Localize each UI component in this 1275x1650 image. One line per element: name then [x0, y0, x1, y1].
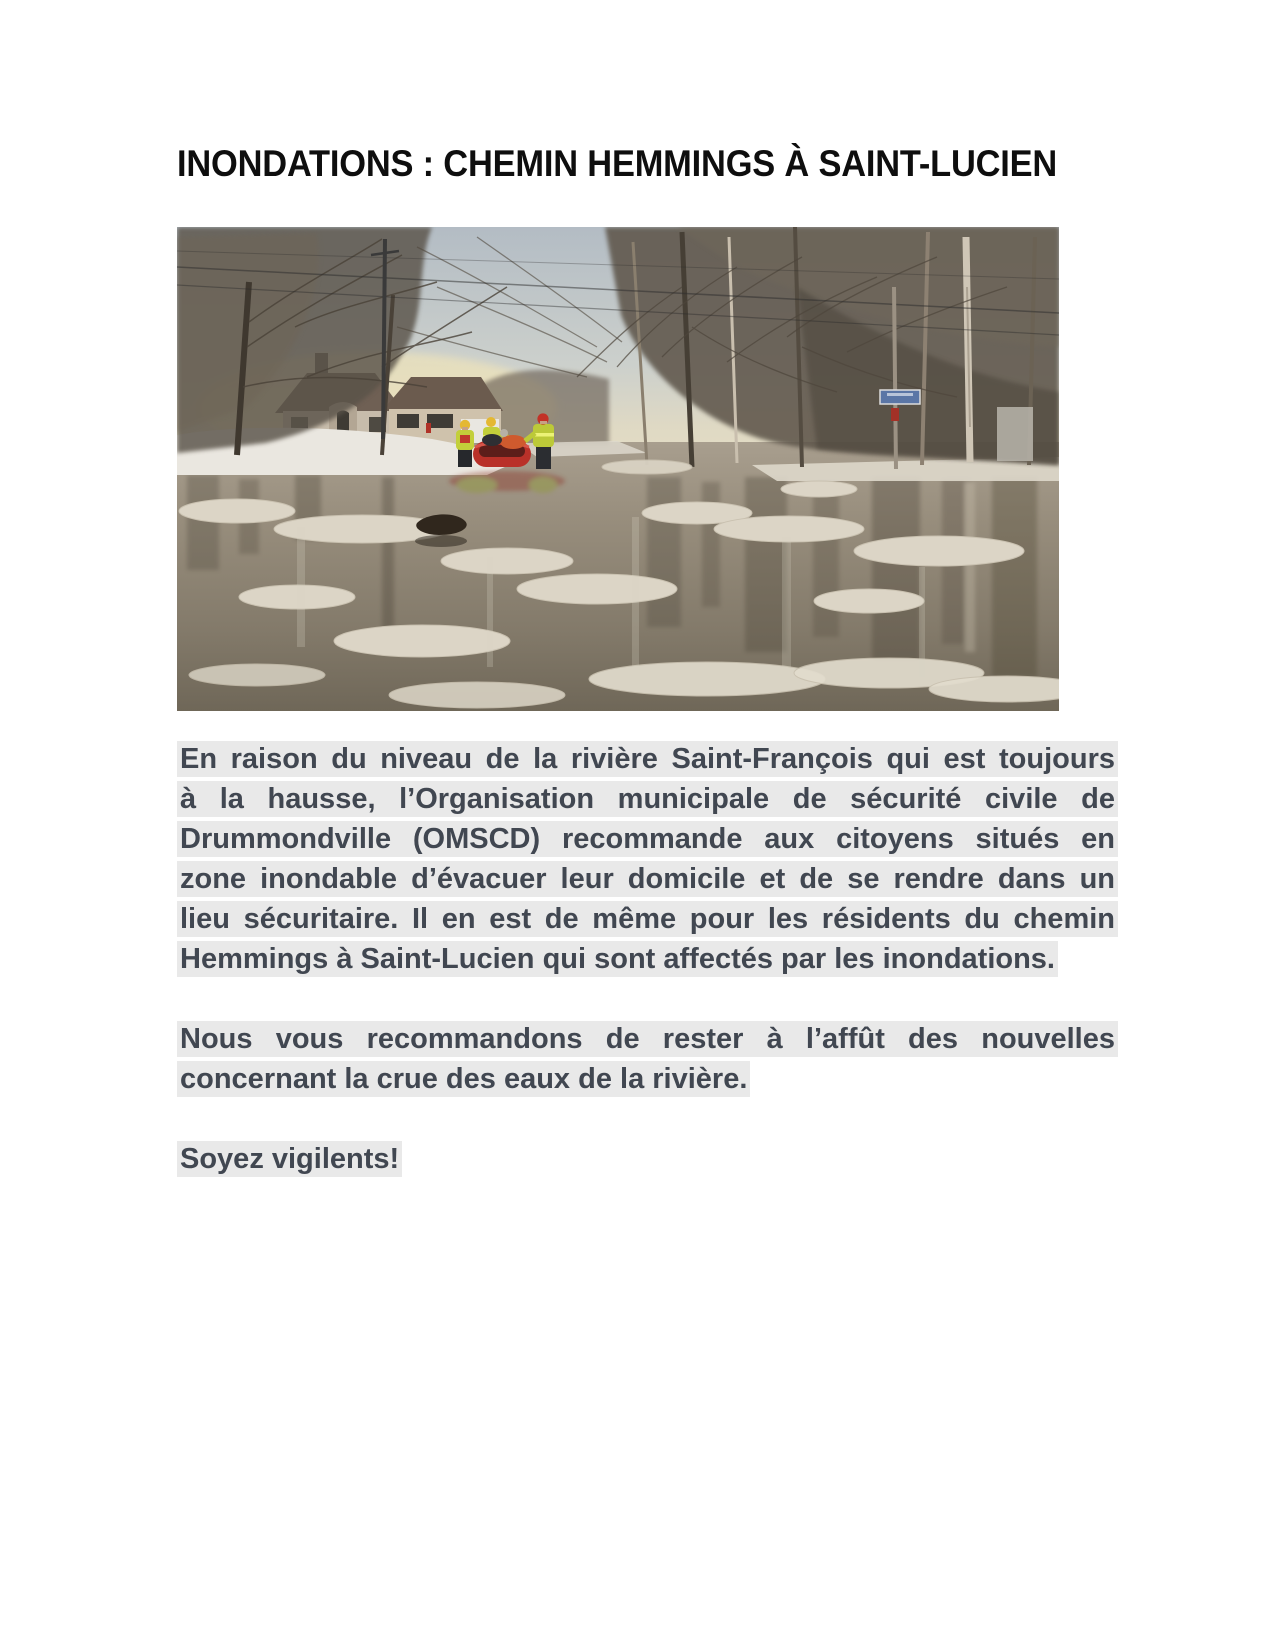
article-title-text: INONDATIONS : CHEMIN HEMMINGS À SAINT-LUCIEN — [177, 143, 1058, 184]
shed-panel — [997, 407, 1033, 461]
highlighted-text: à la hausse, l’Organisation municipale de sécurité civile de — [177, 781, 1118, 817]
article-title — [177, 145, 1123, 182]
text-line — [177, 1019, 1118, 1059]
text-line — [177, 899, 1118, 939]
text-line — [177, 739, 1118, 779]
highlighted-text: concernant la crue des eaux de la rivière. — [177, 1061, 750, 1097]
highlighted-text: zone inondable d’évacuer leur domicile et de se rendre dans un — [177, 861, 1118, 897]
highlighted-text: Soyez vigilents! — [177, 1141, 402, 1177]
pole-red-marker — [891, 408, 899, 421]
highlighted-text: lieu sécuritaire. Il en est de même pour les résidents du chemin — [177, 901, 1118, 937]
highlighted-text: En raison du niveau de la rivière Saint-François qui est toujours — [177, 741, 1118, 777]
text-line — [177, 779, 1118, 819]
text-line — [177, 819, 1118, 859]
house-window — [397, 414, 419, 428]
flood-photo-illustration — [177, 227, 1059, 711]
rescue-reflection — [449, 471, 565, 493]
fire-hydrant — [426, 423, 431, 433]
gear-bag-dark — [482, 434, 502, 446]
boat-passenger — [500, 429, 508, 437]
text-line — [177, 939, 1118, 979]
text-line — [177, 1139, 1118, 1179]
paragraph-recommendation — [177, 1019, 1118, 1099]
text-line — [177, 1059, 1118, 1099]
paragraph-evacuation — [177, 739, 1118, 979]
flood-photo — [177, 227, 1059, 711]
highlighted-text: Hemmings à Saint-Lucien qui sont affectés par les inondations. — [177, 941, 1058, 977]
paragraph-closing — [177, 1139, 1118, 1179]
gear-bag-orange — [500, 435, 526, 449]
rock-debris — [415, 514, 467, 547]
article-body — [177, 739, 1118, 1219]
highlighted-text: Drummondville (OMSCD) recommande aux citoyens situés en — [177, 821, 1118, 857]
highlighted-text: Nous vous recommandons de rester à l’affût des nouvelles — [177, 1021, 1118, 1057]
text-line — [177, 859, 1118, 899]
